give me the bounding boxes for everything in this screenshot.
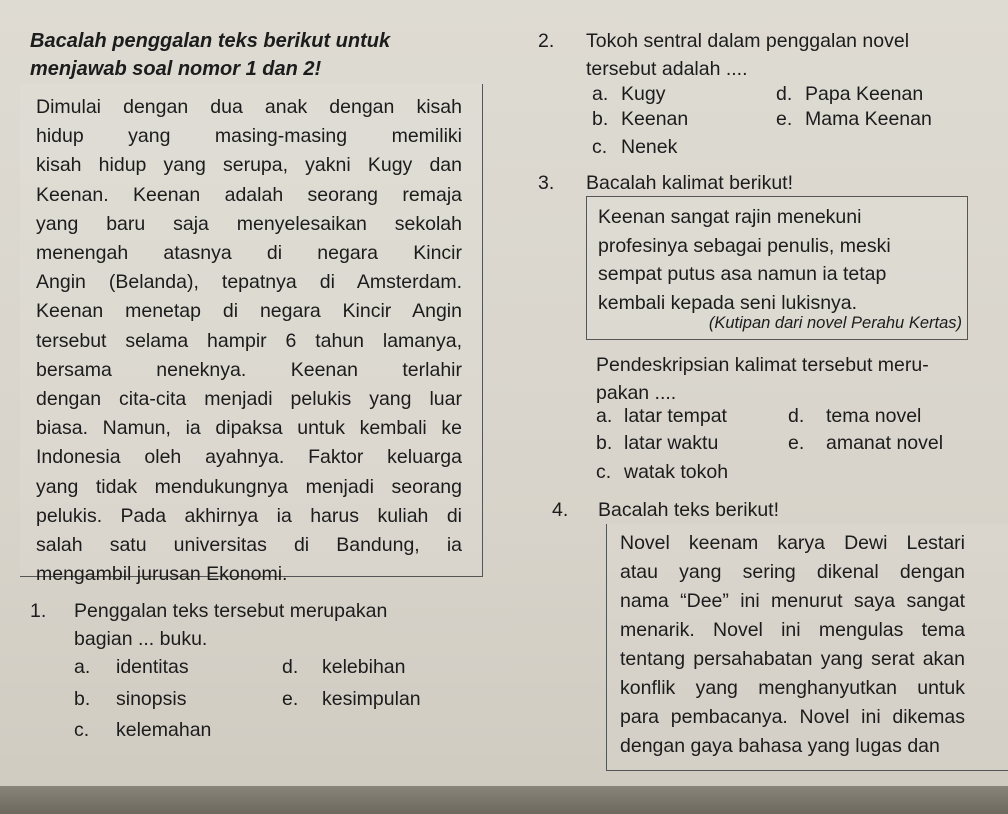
q1-text-1: Penggalan teks tersebut merupakan: [74, 600, 388, 622]
q3-option-d-text: tema novel: [826, 405, 922, 427]
q2-number: 2.: [538, 30, 555, 52]
q3-number: 3.: [538, 172, 555, 194]
q2-option-c-letter: c.: [592, 136, 608, 158]
passage-line: Indonesia oleh ayahnya. Faktor keluarga: [36, 446, 462, 469]
q2-option-c-text: Nenek: [621, 136, 678, 158]
passage-line: bersama neneknya. Keenan terlahir: [36, 358, 462, 381]
q2-option-d-text: Papa Keenan: [805, 83, 924, 105]
passage-line: Keenan menetap di negara Kincir Angin: [36, 300, 462, 323]
passage-line: biasa. Namun, ia dipaksa untuk kembali ke: [36, 417, 462, 440]
q4-number: 4.: [552, 499, 569, 521]
q3-option-b-letter: b.: [596, 432, 613, 454]
q4-text-line: menarik. Novel ini mengulas tema: [620, 619, 965, 641]
q3-text-2: pakan ....: [596, 382, 677, 404]
q2-option-b-letter: b.: [592, 108, 609, 130]
passage-line: tersebut selama hampir 6 tahun lamanya,: [36, 329, 462, 352]
q1-option-a-letter: a.: [74, 656, 91, 678]
q4-text-line: nama “Dee” ini menurut saya sangat: [620, 590, 965, 612]
q1-option-c-text: kelemahan: [116, 719, 212, 741]
q4-instruction: Bacalah teks berikut!: [598, 499, 780, 521]
passage-line: menengah atasnya di negara Kincir: [36, 242, 462, 264]
photo-bottom-edge: [0, 786, 1008, 814]
q4-text-line: atau yang sering dikenal dengan: [620, 561, 965, 583]
passage-line: mengambil jurusan Ekonomi.: [36, 563, 288, 586]
passage-line: hidup yang masing-masing memiliki: [36, 125, 462, 148]
passage-line: kisah hidup yang serupa, yakni Kugy dan: [36, 154, 462, 177]
q2-option-e-text: Mama Keenan: [805, 108, 932, 130]
q3-text-1: Pendeskripsian kalimat tersebut meru-: [596, 354, 929, 376]
q3-option-a-text: latar tempat: [624, 405, 727, 427]
q1-text-2: bagian ... buku.: [74, 628, 208, 650]
q3-quote-line: kembali kepada seni lukisnya.: [598, 291, 858, 314]
q3-option-e-letter: e.: [788, 432, 805, 454]
q2-option-b-text: Keenan: [621, 108, 689, 130]
q2-option-a-letter: a.: [592, 83, 609, 105]
passage-line: Angin (Belanda), tepatnya di Amsterdam.: [36, 271, 462, 294]
q3-quote-line: profesinya sebagai penulis, meski: [598, 234, 891, 257]
q1-option-e-text: kesimpulan: [322, 688, 421, 710]
q2-option-d-letter: d.: [776, 83, 793, 105]
q3-option-a-letter: a.: [596, 405, 613, 427]
q1-number: 1.: [30, 600, 47, 622]
q3-option-c-text: watak tokoh: [624, 461, 729, 483]
q3-option-c-letter: c.: [596, 461, 612, 483]
q1-option-b-text: sinopsis: [116, 688, 187, 710]
q4-text-line: dengan gaya bahasa yang lugas dan: [620, 735, 940, 757]
passage-line: dengan cita-cita menjadi pelukis yang luar: [36, 388, 462, 410]
q2-text-2: tersebut adalah ....: [586, 58, 748, 80]
q3-quote-line: Keenan sangat rajin menekuni: [598, 206, 862, 228]
q1-option-b-letter: b.: [74, 688, 91, 710]
passage-line: yang tidak mendukungnya menjadi seorang: [36, 475, 462, 498]
q3-source: (Kutipan dari novel Perahu Kertas): [708, 314, 962, 332]
q1-option-d-letter: d.: [282, 656, 299, 678]
passage-line: salah satu universitas di Bandung, ia: [36, 534, 462, 556]
instruction-line-2: menjawab soal nomor 1 dan 2!: [30, 58, 322, 80]
q4-text-line: Novel keenam karya Dewi Lestari: [620, 532, 965, 554]
q2-option-a-text: Kugy: [621, 83, 666, 105]
q4-text-line: konflik yang menghanyutkan untuk: [620, 677, 965, 699]
q3-quote-line: sempat putus asa namun ia tetap: [598, 263, 887, 285]
q3-option-d-letter: d.: [788, 405, 805, 427]
q1-option-c-letter: c.: [74, 719, 90, 741]
q1-option-a-text: identitas: [116, 656, 189, 678]
q2-text-1: Tokoh sentral dalam penggalan novel: [586, 30, 910, 52]
passage-line: yang baru saja menyelesaikan sekolah: [36, 212, 462, 235]
passage-line: pelukis. Pada akhirnya ia harus kuliah di: [36, 504, 462, 527]
q2-option-e-letter: e.: [776, 108, 793, 130]
q3-option-e-text: amanat novel: [826, 432, 944, 454]
q3-option-b-text: latar waktu: [624, 432, 719, 454]
q4-text-line: tentang persahabatan yang serat akan: [620, 648, 965, 670]
instruction-line-1: Bacalah penggalan teks berikut untuk: [30, 30, 391, 52]
q1-option-e-letter: e.: [282, 688, 299, 710]
q1-option-d-text: kelebihan: [322, 656, 406, 678]
passage-line: Keenan. Keenan adalah seorang remaja: [36, 183, 462, 206]
q3-instruction: Bacalah kalimat berikut!: [586, 172, 794, 194]
passage-line: Dimulai dengan dua anak dengan kisah: [36, 96, 462, 118]
q4-text-line: para pembacanya. Novel ini dikemas: [620, 706, 965, 728]
